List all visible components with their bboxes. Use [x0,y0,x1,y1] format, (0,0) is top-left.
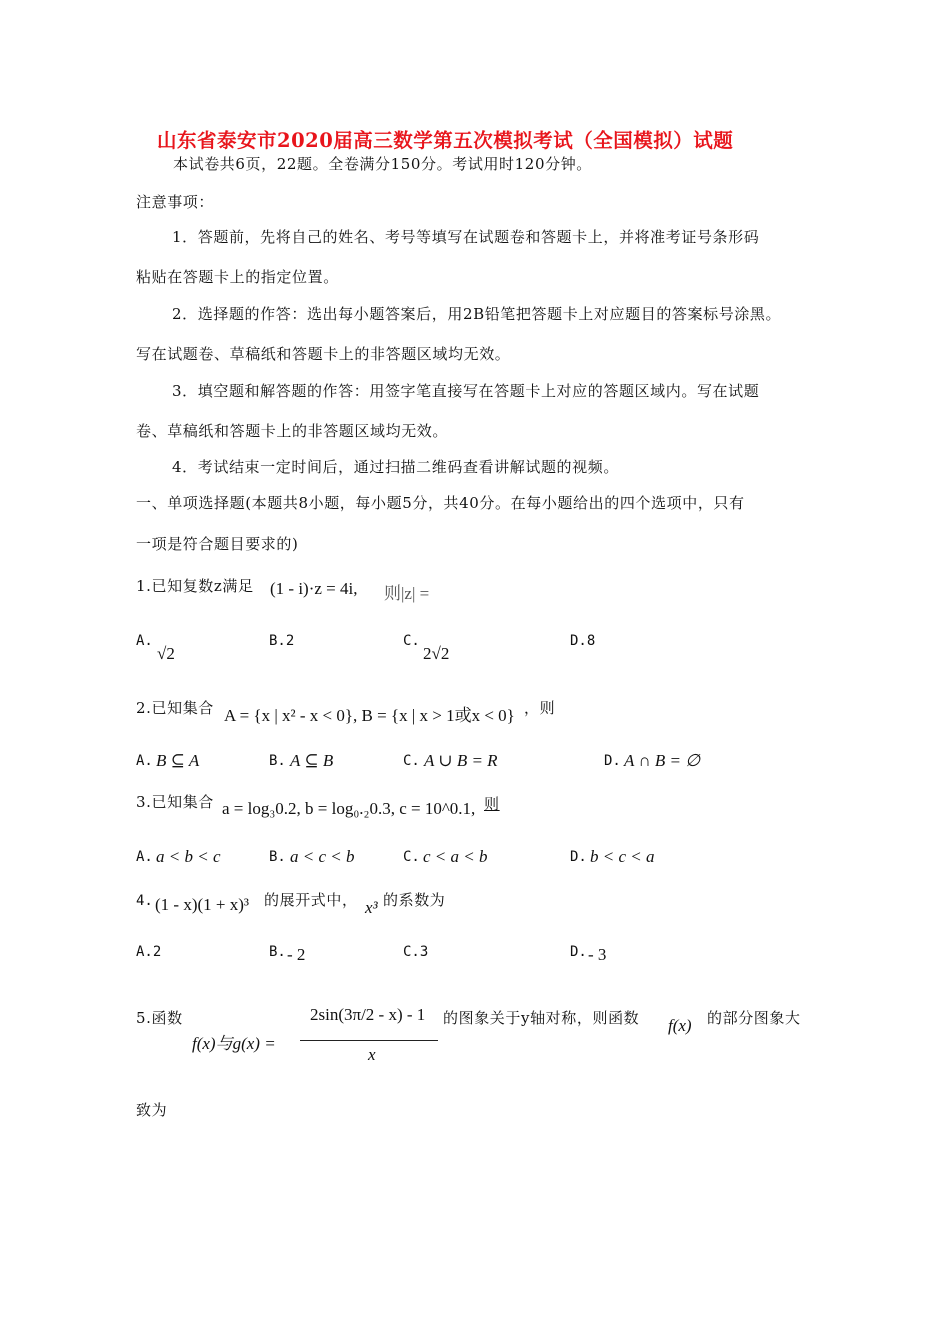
q4-stem: 4. [136,893,153,909]
q2-option-d-value: A ∩ B = ∅ [624,751,701,770]
q1-tail: 则|z| = [384,584,430,603]
notice-item-4: 4．考试结束一定时间后，通过扫描二维码查看讲解试题的视频。 [172,458,619,476]
q5-fx: f(x) [668,1016,692,1035]
q1-option-d: D.8 [570,633,596,649]
q5-fraction-bar [300,1040,438,1041]
q3-option-b-value: a < c < b [290,847,355,866]
q2-option-d-label: D. [604,753,621,769]
q2-stem: 2.已知集合 [136,699,214,717]
q2-option-a-label: A. [136,753,153,769]
q2-option-b-label: B. [269,753,286,769]
q1-option-b: B.2 [269,633,295,649]
q5-denominator: x [368,1045,376,1064]
notice-item-2-cont: 写在试题卷、草稿纸和答题卡上的非答题区域均无效。 [136,345,511,363]
q4-tail: 的系数为 [383,891,446,909]
q3-option-c-value: c < a < b [423,847,488,866]
q3-option-d-label: D. [570,849,587,865]
q4-option-d-label: D. [570,944,587,960]
q1-option-a-label: A. [136,633,153,649]
notice-item-2: 2．选择题的作答：选出每小题答案后，用2B铅笔把答题卡上对应题目的答案标号涂黑。 [172,305,782,323]
q4-option-b-value: - 2 [287,945,306,964]
q1-option-c-value: 2√2 [423,644,450,663]
q4-option-c: C.3 [403,944,429,960]
q4-option-a: A.2 [136,944,162,960]
q5-tail: 的部分图象大 [707,1009,801,1027]
exam-intro: 本试卷共6页，22题。全卷满分150分。考试用时120分钟。 [173,155,592,173]
q5-tail-cont: 致为 [136,1101,168,1119]
notice-item-1-cont: 粘贴在答题卡上的指定位置。 [136,268,339,286]
q4-x3: x³ [365,898,378,917]
q4-option-b-label: B. [269,944,286,960]
notice-item-3-cont: 卷、草稿纸和答题卡上的非答题区域均无效。 [136,422,449,440]
q1-option-c-label: C. [403,633,420,649]
q2-equation: A = {x | x² - x < 0}, B = {x | x > 1或x < 0} [224,706,515,725]
page-title: 山东省泰安市2020届高三数学第五次模拟考试（全国模拟）试题 [157,129,734,152]
q1-stem: 1.已知复数z满足 [136,577,254,595]
section-heading-cont: 一项是符合题目要求的) [136,535,299,553]
q1-option-a-value: √2 [157,644,175,663]
q4-mid: 的展开式中， [264,891,358,909]
q1-equation: (1 - i)·z = 4i, [270,579,358,598]
q2-option-a-value: B ⊆ A [156,751,200,770]
q5-mid: 的图象关于y轴对称，则函数 [443,1009,640,1027]
q5-lhs: f(x)与g(x) = [192,1034,276,1053]
q3-option-c-label: C. [403,849,420,865]
q3-option-d-value: b < c < a [590,847,655,866]
q5-stem: 5.函数 [136,1009,183,1027]
q5-numerator: 2sin(3π/2 - x) - 1 [310,1005,426,1024]
q3-option-b-label: B. [269,849,286,865]
q3-option-a-value: a < b < c [156,847,221,866]
q2-option-c-value: A ∪ B = R [424,751,498,770]
q3-stem: 3.已知集合 [136,793,214,811]
q2-option-b-value: A ⊆ B [290,751,334,770]
q2-tail: ，则 [524,699,556,717]
notice-item-1: 1．答题前，先将自己的姓名、考号等填写在试题卷和答题卡上，并将准考证号条形码 [172,228,760,246]
notice-heading: 注意事项： [136,193,215,211]
section-heading: 一、单项选择题(本题共8小题，每小题5分，共40分。在每小题给出的四个选项中，只有 [136,494,745,512]
q4-equation: (1 - x)(1 + x)³ [155,895,249,914]
q2-option-c-label: C. [403,753,420,769]
q3-tail: 则 [484,795,500,813]
q3-option-a-label: A. [136,849,153,865]
q3-equation: a = log₃0.2, b = log₀.₂0.3, c = 10^0.1, [222,799,476,818]
q4-option-d-value: - 3 [588,945,607,964]
notice-item-3: 3．填空题和解答题的作答：用签字笔直接写在答题卡上对应的答题区域内。写在试题 [172,382,760,400]
